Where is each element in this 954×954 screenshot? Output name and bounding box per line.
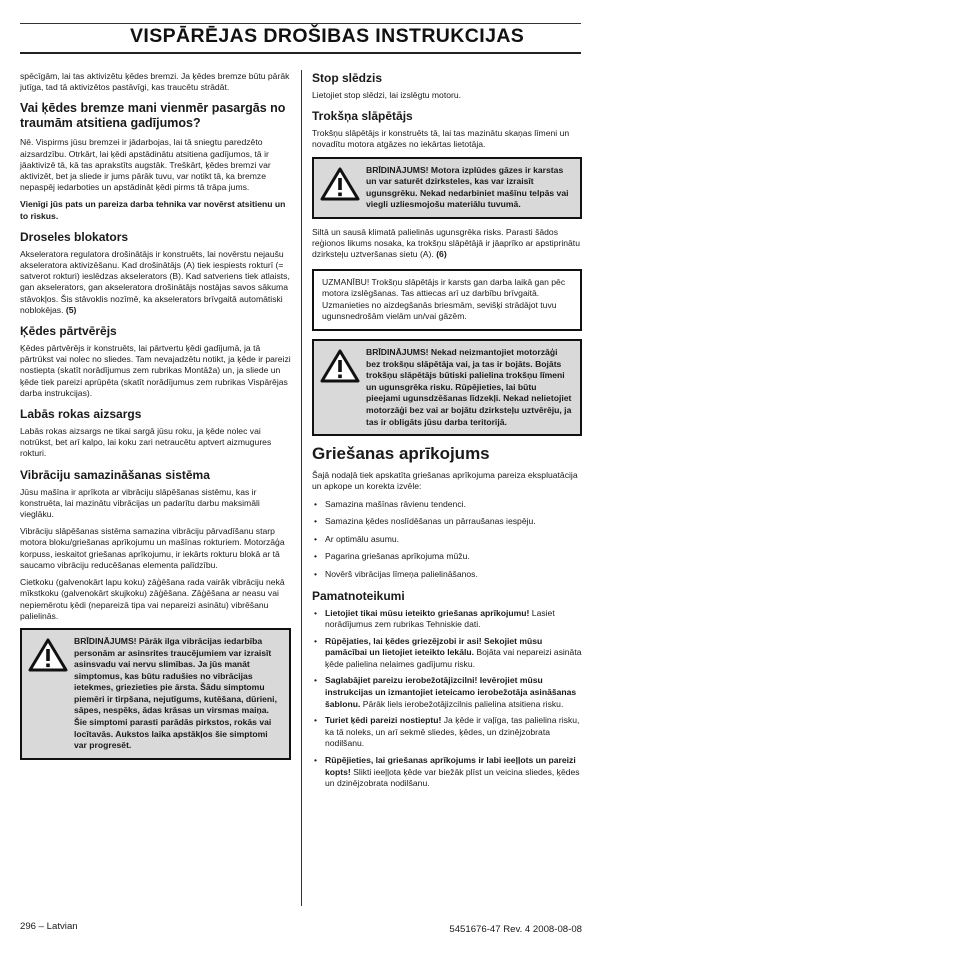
rule-bold: Saglabājiet pareizu ierobežotājizcilni! Ievērojiet mūsu instrukcijas un izmantojiet ieteicamo ierobežotāja asināšanas šablonu. [325,675,577,709]
climate-paragraph [312,227,582,261]
column-divider [301,70,302,906]
basic-rules-list [312,608,582,790]
chain-brake-answer: Nē. Vispirms jūsu bremzei ir jādarbojas, lai tā sniegtu paredzēto aizsardzību. Otrkārt, lai ķēdi apstādinātu atsitiena gadījumos, tā ir jāaktivizē tā, kā tas aprakstīts augstāk. Treškārt, ķēdes bremzi var aktivizēt, bet ja sliede ir jums pārāk tuvu, var notikt tā, ka bremze nepaspēj iedarboties un apstādināt ķēdi pirms tā trāpa jums. [20,137,271,193]
basic-rules-heading: Pamatnoteikumi [312,588,405,603]
exhaust-warning-text: BRĪDINĀJUMS! Motora izplūdes gāzes ir karstas un var saturēt dzirksteles, kas var izraisīt ugunsgrēku. Nekad nedarbiniet mašīnu telpās vai viegli uzliesmojošu materiālu tuvumā. [366,164,569,210]
right-hand-guard-body: Labās rokas aizsargs ne tikai sargā jūsu roku, ja ķēde nolec vai notrūkst, bet arī kalpo, lai koku zari netraucētu aptvert aizmugures rokturi. [20,426,272,459]
vibration-warning-box [20,628,291,760]
rule-text: Slikti ieeļļota ķēde var biežāk plīst un veicina sliedes, ķēdes un dzinējzobrata nodilšanu. [325,766,580,789]
vibration-paragraph-3: Cietkoku (galvenokārt lapu koku) zāģēšana rada vairāk vibrāciju nekā mīkstkoku (galvenokārt skujkoku) zāģēšana. Zāģēšana ar neasu vai nepiemērotu ķēdi (nepareizā tipa vai nepareizi asinātu) vibrēšanu palielinās. [20,577,285,621]
throttle-lockout-text: Akseleratora regulatora drošinātājs ir konstruēts, lai novērstu nejaušu akseleratora aktivizēšanu. Kad drošinātājs (A) tiek iespiests rokturī (= satverot rokturi) ieslēdzas akselerators (B). Kad satveriens tiek atlaists, gan akselerators, gan akseleratora drošinātājs nostājas savos sākuma stāvokļos. Šis stāvoklis nozīmē, ka akselerators brīvgaitā automātiski noblokējas. [20,248,290,315]
warning-triangle-icon [320,347,366,428]
muffler-caution-box [312,269,582,331]
page-number: 296 – Latvian [20,921,78,932]
vibration-paragraph-2: Vibrāciju slāpēšanas sistēma samazina vibrāciju pārvadīšanu starp motora bloku/griešanas aprīkojumu un mašīnas rokturiem. Motorzāģa korpuss, ieskaitot griešanas aprīkojumu, ir iekārts rokturu blokā ar tā saucamo vibrāciju reducēšanas elementa palīdzību. [20,526,285,570]
stop-switch-body: Lietojiet stop slēdzi, lai izslēgtu motoru. [312,90,462,100]
cutting-equipment-heading: Griešanas aprīkojums [312,444,490,464]
list-item: • Samazina mašīnas rāvienu tendenci. [312,499,582,511]
list-item: • Pagarina griešanas aprīkojuma mūžu. [312,551,582,563]
right-column [312,71,582,795]
chain-catcher-heading: Ķēdes pārtvērējs [20,324,117,339]
list-item [312,715,582,750]
vibration-system-heading: Vibrāciju samazināšanas sistēma [20,467,210,482]
rule-text: Bojāta vai nepareizi asināta ķēde palielina nelaimes gadījumu risku. [325,647,582,669]
cutting-equipment-intro: Šajā nodaļā tiek apskatīta griešanas aprīkojuma pareiza ekspluatācija un apkope un korekta izvēle: [312,470,578,492]
rule-text: Ja ķēde ir vaļīga, tas palielina risku, ka tā noleks, un arī sekmē sliedes, ķēdes, un dzinējzobrata nodilšanu. [325,715,580,749]
chain-brake-emphasis: Vienīgi jūs pats un pareiza darba tehnika var novērst atsitienu un to riskus. [20,199,286,221]
list-item [312,608,582,631]
page-title: VISPĀRĒJAS DROŠIBAS INSTRUKCIJAS [130,25,525,47]
throttle-lockout-body [20,249,291,316]
list-item: • Samazina ķēdes noslīdēšanas un pārraušanas iespēju. [312,516,582,528]
intro-paragraph: spēcīgām, lai tas aktivizētu ķēdes bremzi. Ja ķēdes bremze būtu pārāk jutīga, tad tā aktivizētos pastāvīgi, kas traucētu strādāt. [20,71,290,93]
chain-catcher-body: Ķēdes pārtvērējs ir konstruēts, lai pārtvertu ķēdi gadījumā, ja tā pārtrūkst vai nolec no sliedes. Tam nevajadzētu notikt, ja ķēde ir pareizi nostiepta (skatīt norādījumus zem rubrikas Montāža) un, ja sliede un ķēde tiek pareizi aprūpēta (skatīt norādījumus zem rubrikas Vispārējas darba instrukcijas). [20,343,291,398]
throttle-lockout-heading: Droseles blokators [20,229,129,244]
chain-brake-question-heading: Vai ķēdes bremze mani vienmēr pasargās no traumām atsitiena gadījumos? [20,101,286,131]
stop-switch-heading: Stop slēdzis [312,71,383,85]
vibration-warning-text: BRĪDINĀJUMS! Pārāk ilga vibrācijas iedarbība personām ar asinsrites traucējumiem var izraisīt asinsvadu vai nervu slimības. Ja jūs manāt simptomus, kas būtu radušies no vibrācijas ietekmes, griezieties pie ārsta. Šādu simptomu piemēri ir tirpšana, nejutīgums, kutēšana, dūrieni, sāpes, nespēks, ādas krāsas un virsmas maiņa. Šie simptomi parasti parādās pirkstos, rokās vai locītavās. Aukstos laika apstākļos šie simptomi var progresēt. [74,635,277,751]
exhaust-warning-box [312,157,582,219]
climate-text: Siltā un sausā klimatā palielinās ugunsgrēka risks. Parasti šādos reģionos likums nosaka, ka trokšņu slāpētājā ir jāaprīko ar apstiprinātu dzirksteļu uztveršanas sietu (A). [312,226,580,260]
rule-bold: Rūpējieties, lai griešanas aprīkojums ir labi ieeļļots un pareizi kopts! [325,755,576,777]
muffler-body: Trokšņu slāpētājs ir konstruēts tā, lai tas mazinātu skaņas līmeni un novadītu motora atgāzes no iekārtas lietotāja. [312,128,570,150]
header-rule-bottom [20,52,581,54]
rule-bold: Lietojiet tikai mūsu ieteikto griešanas aprīkojumu! [325,607,530,618]
vibration-paragraph-1: Jūsu mašīna ir aprīkota ar vibrāciju slāpēšanas sistēmu, kas ir konstruēta, lai mazinātu vibrācijas un padarītu darbu maksimāli vieglāku. [20,486,260,520]
rule-text: Pārāk liels ierobežotājizcilnis palielina atsitiena risku. [362,698,564,709]
left-column [20,71,291,768]
header-rule-top [20,23,581,24]
rule-bold: Turiet ķēdi pareizi nostieptu! [325,715,442,726]
muffler-caution-text: UZMANĪBU! Trokšņu slāpētājs ir karsts gan darba laikā gan pēc motora izslēgšanas. Tas attiecas arī uz darbību brīvgaitā. Uzmanieties no aizdegšanās briesmām, sevišķi strādājot tuvu ugunsnedrošām vielām un/vai gāzēm. [322,276,566,322]
rule-bold: Rūpējaties, lai ķēdes griezējzobi ir asi! Sekojiet mūsu pamācībai un lietojiet ieteikto lekālu. [325,635,543,658]
muffler-warning-text: BRĪDINĀJUMS! Nekad neizmantojiet motorzāģi bez trokšņu slāpētāja vai, ja tas ir bojāts. Bojāts trokšņu slāpētājs būtiski palielina trokšņu līmeni un ugunsgrēka risku. Rūpējieties, lai būtu pieejami ugunsdzēšanas līdzekļi. Nekad nelietojiet motorzāģi bez vai ar bojātu dzirksteļu uztvērēju, ja tas ir obligāts jūsu darba teritorijā. [366,346,572,427]
muffler-heading: Trokšņa slāpētājs [312,109,413,124]
list-item: • Novērš vibrācijas līmeņa palielināšanos. [312,569,582,581]
document-id: 5451676-47 Rev. 4 2008-08-08 [449,924,582,935]
list-item: • Ar optimālu asumu. [312,534,582,546]
figure-ref-5: (5) [65,304,77,315]
list-item [312,755,582,790]
muffler-warning-box [312,339,582,436]
list-item [312,675,582,710]
warning-triangle-icon [320,165,366,211]
cutting-benefits-list [312,499,582,581]
figure-ref-6: (6) [436,249,447,260]
rule-text: Lasiet norādījumus zem rubrikas Tehniskie dati. [325,607,555,630]
right-hand-guard-heading: Labās rokas aizsargs [20,407,142,422]
warning-triangle-icon [28,636,74,752]
list-item [312,636,582,671]
